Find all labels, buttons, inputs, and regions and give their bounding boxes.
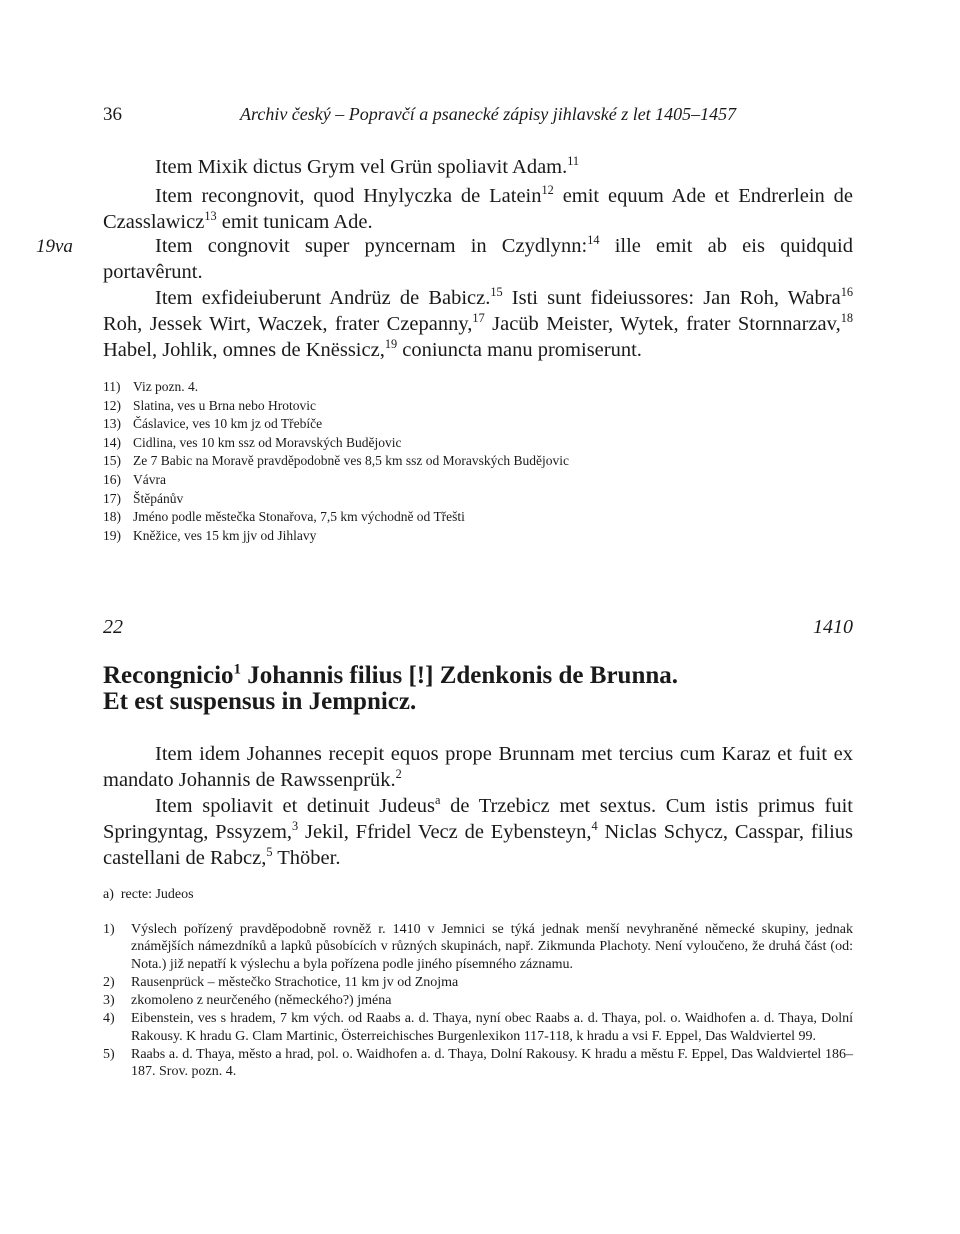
footnote: 11) Viz pozn. 4. (103, 379, 199, 394)
document-year: 1410 (813, 616, 853, 638)
footnote: 14) Cidlina, ves 10 km ssz od Moravských Budějovic (103, 434, 402, 450)
footnote: 15) Ze 7 Babic na Moravě pravděpodobně ves 8,5 km ssz od Moravských Budějovic (103, 453, 570, 469)
entry-paragraph: Item Mixik dictus Grym vel Grün spoliavit Adam.$^{11}$ (155, 154, 580, 178)
entry-paragraph: Item spoliavit et detinuit Judeus$^a$ de Trzebicz met sextus. Cum istis primus fuit Springyntag, Pssyzem,$^3$ Jekil, Ffridel Vecz de Eybensteyn,$^4$ Niclas Schycz, Casspar, filius castellani de Rabcz,$^5$ Thöber. (103, 793, 854, 869)
title-line: Recongnicio$^1$ Johannis filius [!] Zdenkonis de Brunna. (103, 661, 678, 689)
footnote: 12) Slatina, ves u Brna nebo Hrotovic (103, 397, 316, 413)
footnote: 3) zkomoleno z neurčeného (německého?) jména (103, 993, 392, 1009)
footnote: 19) Kněžice, ves 15 km jjv od Jihlavy (103, 527, 317, 543)
folio-margin-note: 19va (36, 236, 73, 257)
entry-paragraph: Item recongnovit, quod Hnylyczka de Latein$^{12}$ emit equum Ade et Endrerlein de Czasslawicz$^{13}$ emit tunicam Ade. (103, 183, 853, 233)
textual-note: a) recte: Judeos (103, 887, 194, 902)
title-line: Et est suspensus in Jempnicz. (103, 688, 417, 715)
document-number: 22 (103, 616, 123, 638)
footnote: 17) Štěpánův (103, 490, 184, 506)
footnote: 13) Čáslavice, ves 10 km jz od Třebíče (103, 416, 323, 432)
footnotes-section-2 (103, 921, 853, 1082)
running-head: Archiv český – Popravčí a psanecké zápisy jihlavské z let 1405–1457 (240, 104, 737, 124)
footnotes-section-1 (103, 378, 569, 545)
footnote: 5) Raabs a. d. Thaya, město a hrad, pol. o. Waidhofen a. d. Thaya, Dolní Rakousy. K hradu a městu F. Eppel, Das Waldviertel 186–187. Srov. pozn. 4. (103, 1047, 853, 1080)
entry-paragraph: Item congnovit super pyncernam in Czydlynn:$^{14}$ ille emit ab eis quidquid portavêrunt. (103, 233, 854, 283)
page-number: 36 (103, 104, 122, 125)
footnote: 2) Rausenprück – městečko Strachotice, 11 km jv od Znojma (103, 974, 459, 990)
footnote: 1) Výslech pořízený pravděpodobně rovněž r. 1410 v Jemnici se týká jednak menší nevyhraněné německé skupiny, jednak známějších námezdníků a lapků působících v různých skupinách, např. Zikmunda Plachoty. Není vyloučeno, že druhá část (od: Nota.) již nepatří k výslechu a byla pořízena podle jiného písemného záznamu. (103, 922, 853, 972)
entry-paragraph: Item exfideiuberunt Andrüz de Babicz.$^{15}$ Isti sunt fideiussores: Jan Roh, Wabra$^{16}$ Roh, Jessek Wirt, Waczek, frater Czepanny,$^{17}$ Jacüb Meister, Wytek, frater Stornnarzav,$^{18}$ Habel, Johlik, omnes de Knëssicz,$^{19}$ coniuncta manu promiserunt. (103, 285, 853, 361)
footnote: 18) Jméno podle městečka Stonařova, 7,5 km východně od Třešti (103, 509, 465, 525)
document-title (103, 663, 863, 715)
footnote: 4) Eibenstein, ves s hradem, 7 km vých. od Raabs a. d. Thaya, nyní obec Raabs a. d. Thaya, pol. o. Waidhofen a. d. Thaya, Dolní Rakousy. K hradu G. Clam Martinic, Österreichisches Burgenlexikon 117-118, k hradu a vsi F. Eppel, Das Waldviertel 99. (103, 1011, 853, 1044)
footnote: 16) Vávra (103, 471, 166, 487)
entry-paragraph: Item idem Johannes recepit equos prope Brunnam met tercius cum Karaz et fuit ex mandato Johannis de Rawssenprük.$^2$ (103, 743, 853, 791)
